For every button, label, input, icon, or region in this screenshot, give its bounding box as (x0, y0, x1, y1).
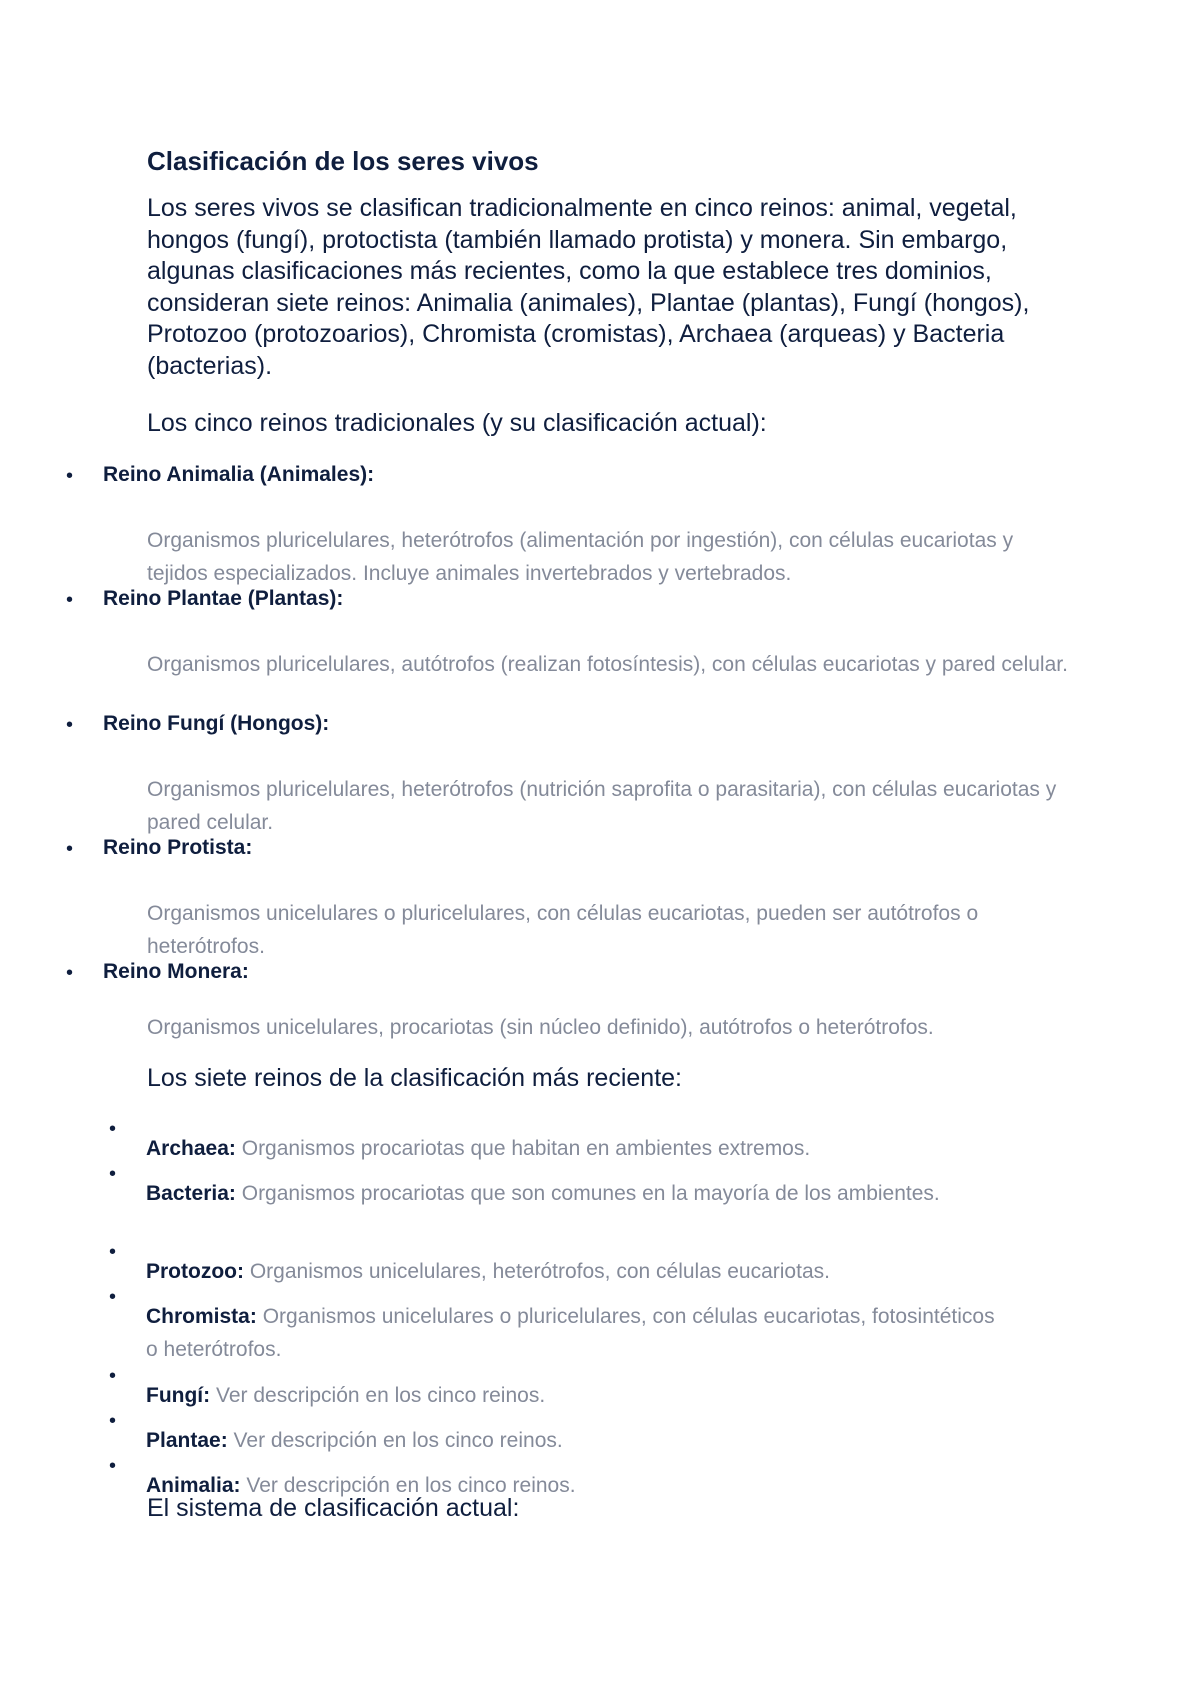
item-term: Protozoo: (146, 1260, 244, 1283)
item-term: Animalia: (146, 1474, 241, 1497)
kingdom-title-monera: Reino Monera: (103, 960, 249, 983)
bullet: • (66, 589, 74, 611)
kingdom-desc-animalia: Organismos pluricelulares, heterótrofos (alimentación por ingestión), con células eucariotas y tejidos especializados. Incluye animales invertebrados y vertebrados. (147, 529, 1014, 585)
item-desc: Ver descripción en los cinco reinos. (215, 1384, 546, 1407)
bullet: • (109, 1365, 117, 1387)
kingdom-desc-monera: Organismos unicelulares, procariotas (sin núcleo definido), autótrofos o heterótrofos. (147, 1016, 934, 1039)
kingdom-title-animalia: Reino Animalia (Animales): (103, 463, 375, 486)
item-desc: Ver descripción en los cinco reinos. (233, 1429, 563, 1452)
item-desc: Organismos procariotas que son comunes en la mayoría de los ambientes. (241, 1182, 940, 1205)
item-desc: Ver descripción en los cinco reinos. (246, 1474, 576, 1497)
list-item-bacteria (146, 1177, 976, 1210)
bullet: • (109, 1163, 117, 1185)
item-desc: Organismos unicelulares, heterótrofos, con células eucariotas. (249, 1260, 830, 1283)
section-heading-current-system: El sistema de clasificación actual: (147, 1494, 520, 1522)
bullet: • (66, 465, 74, 487)
section-heading-five-kingdoms: Los cinco reinos tradicionales (y su clasificación actual): (147, 409, 767, 437)
bullet: • (66, 838, 74, 860)
section-heading-seven-kingdoms: Los siete reinos de la clasificación más reciente: (147, 1064, 682, 1092)
list-item-chromista (146, 1300, 1006, 1366)
bullet: • (109, 1241, 117, 1263)
list-item-fungi (146, 1379, 1046, 1412)
bullet: • (109, 1286, 117, 1308)
bullet: • (109, 1455, 117, 1477)
kingdom-desc-plantae: Organismos pluricelulares, autótrofos (realizan fotosíntesis), con células eucariotas y pared celular. (147, 653, 1068, 676)
list-item-protozoo (146, 1255, 1046, 1288)
bullet: • (66, 962, 74, 984)
bullet: • (109, 1410, 117, 1432)
item-term: Plantae: (146, 1429, 228, 1452)
kingdom-desc-protista: Organismos unicelulares o pluricelulares, con células eucariotas, pueden ser autótrofos o heterótrofos. (147, 902, 979, 958)
kingdom-title-plantae: Reino Plantae (Plantas): (103, 587, 344, 610)
item-term: Fungí: (146, 1384, 211, 1407)
kingdom-desc-fungi: Organismos pluricelulares, heterótrofos (nutrición saprofita o parasitaria), con células eucariotas y pared celular. (147, 778, 1057, 834)
page-title: Clasificación de los seres vivos (147, 146, 539, 176)
bullet: • (109, 1118, 117, 1140)
item-term: Chromista: (146, 1305, 257, 1328)
item-term: Archaea: (146, 1137, 236, 1160)
list-item-plantae (146, 1424, 1046, 1457)
item-term: Bacteria: (146, 1182, 236, 1205)
kingdom-title-protista: Reino Protista: (103, 836, 253, 859)
list-item-archaea (146, 1132, 1046, 1165)
kingdom-title-fungi: Reino Fungí (Hongos): (103, 712, 330, 735)
item-desc: Organismos unicelulares o pluricelulares, con células eucariotas, fotosintéticos o heterótrofos. (146, 1305, 995, 1361)
intro-paragraph: Los seres vivos se clasifican tradicionalmente en cinco reinos: animal, vegetal, hongos (fungí), protoctista (también llamado protista) y monera. Sin embargo, algunas clasificaciones más recientes, como la que establece tres dominios, consideran siete reinos: Animalia (animales), Plantae (plantas), Fungí (hongos), Protozoo (protozoarios), Chromista (cromistas), Archaea (arqueas) y Bacteria (bacterias). (147, 194, 1030, 380)
item-desc: Organismos procariotas que habitan en ambientes extremos. (241, 1137, 811, 1160)
bullet: • (66, 714, 74, 736)
